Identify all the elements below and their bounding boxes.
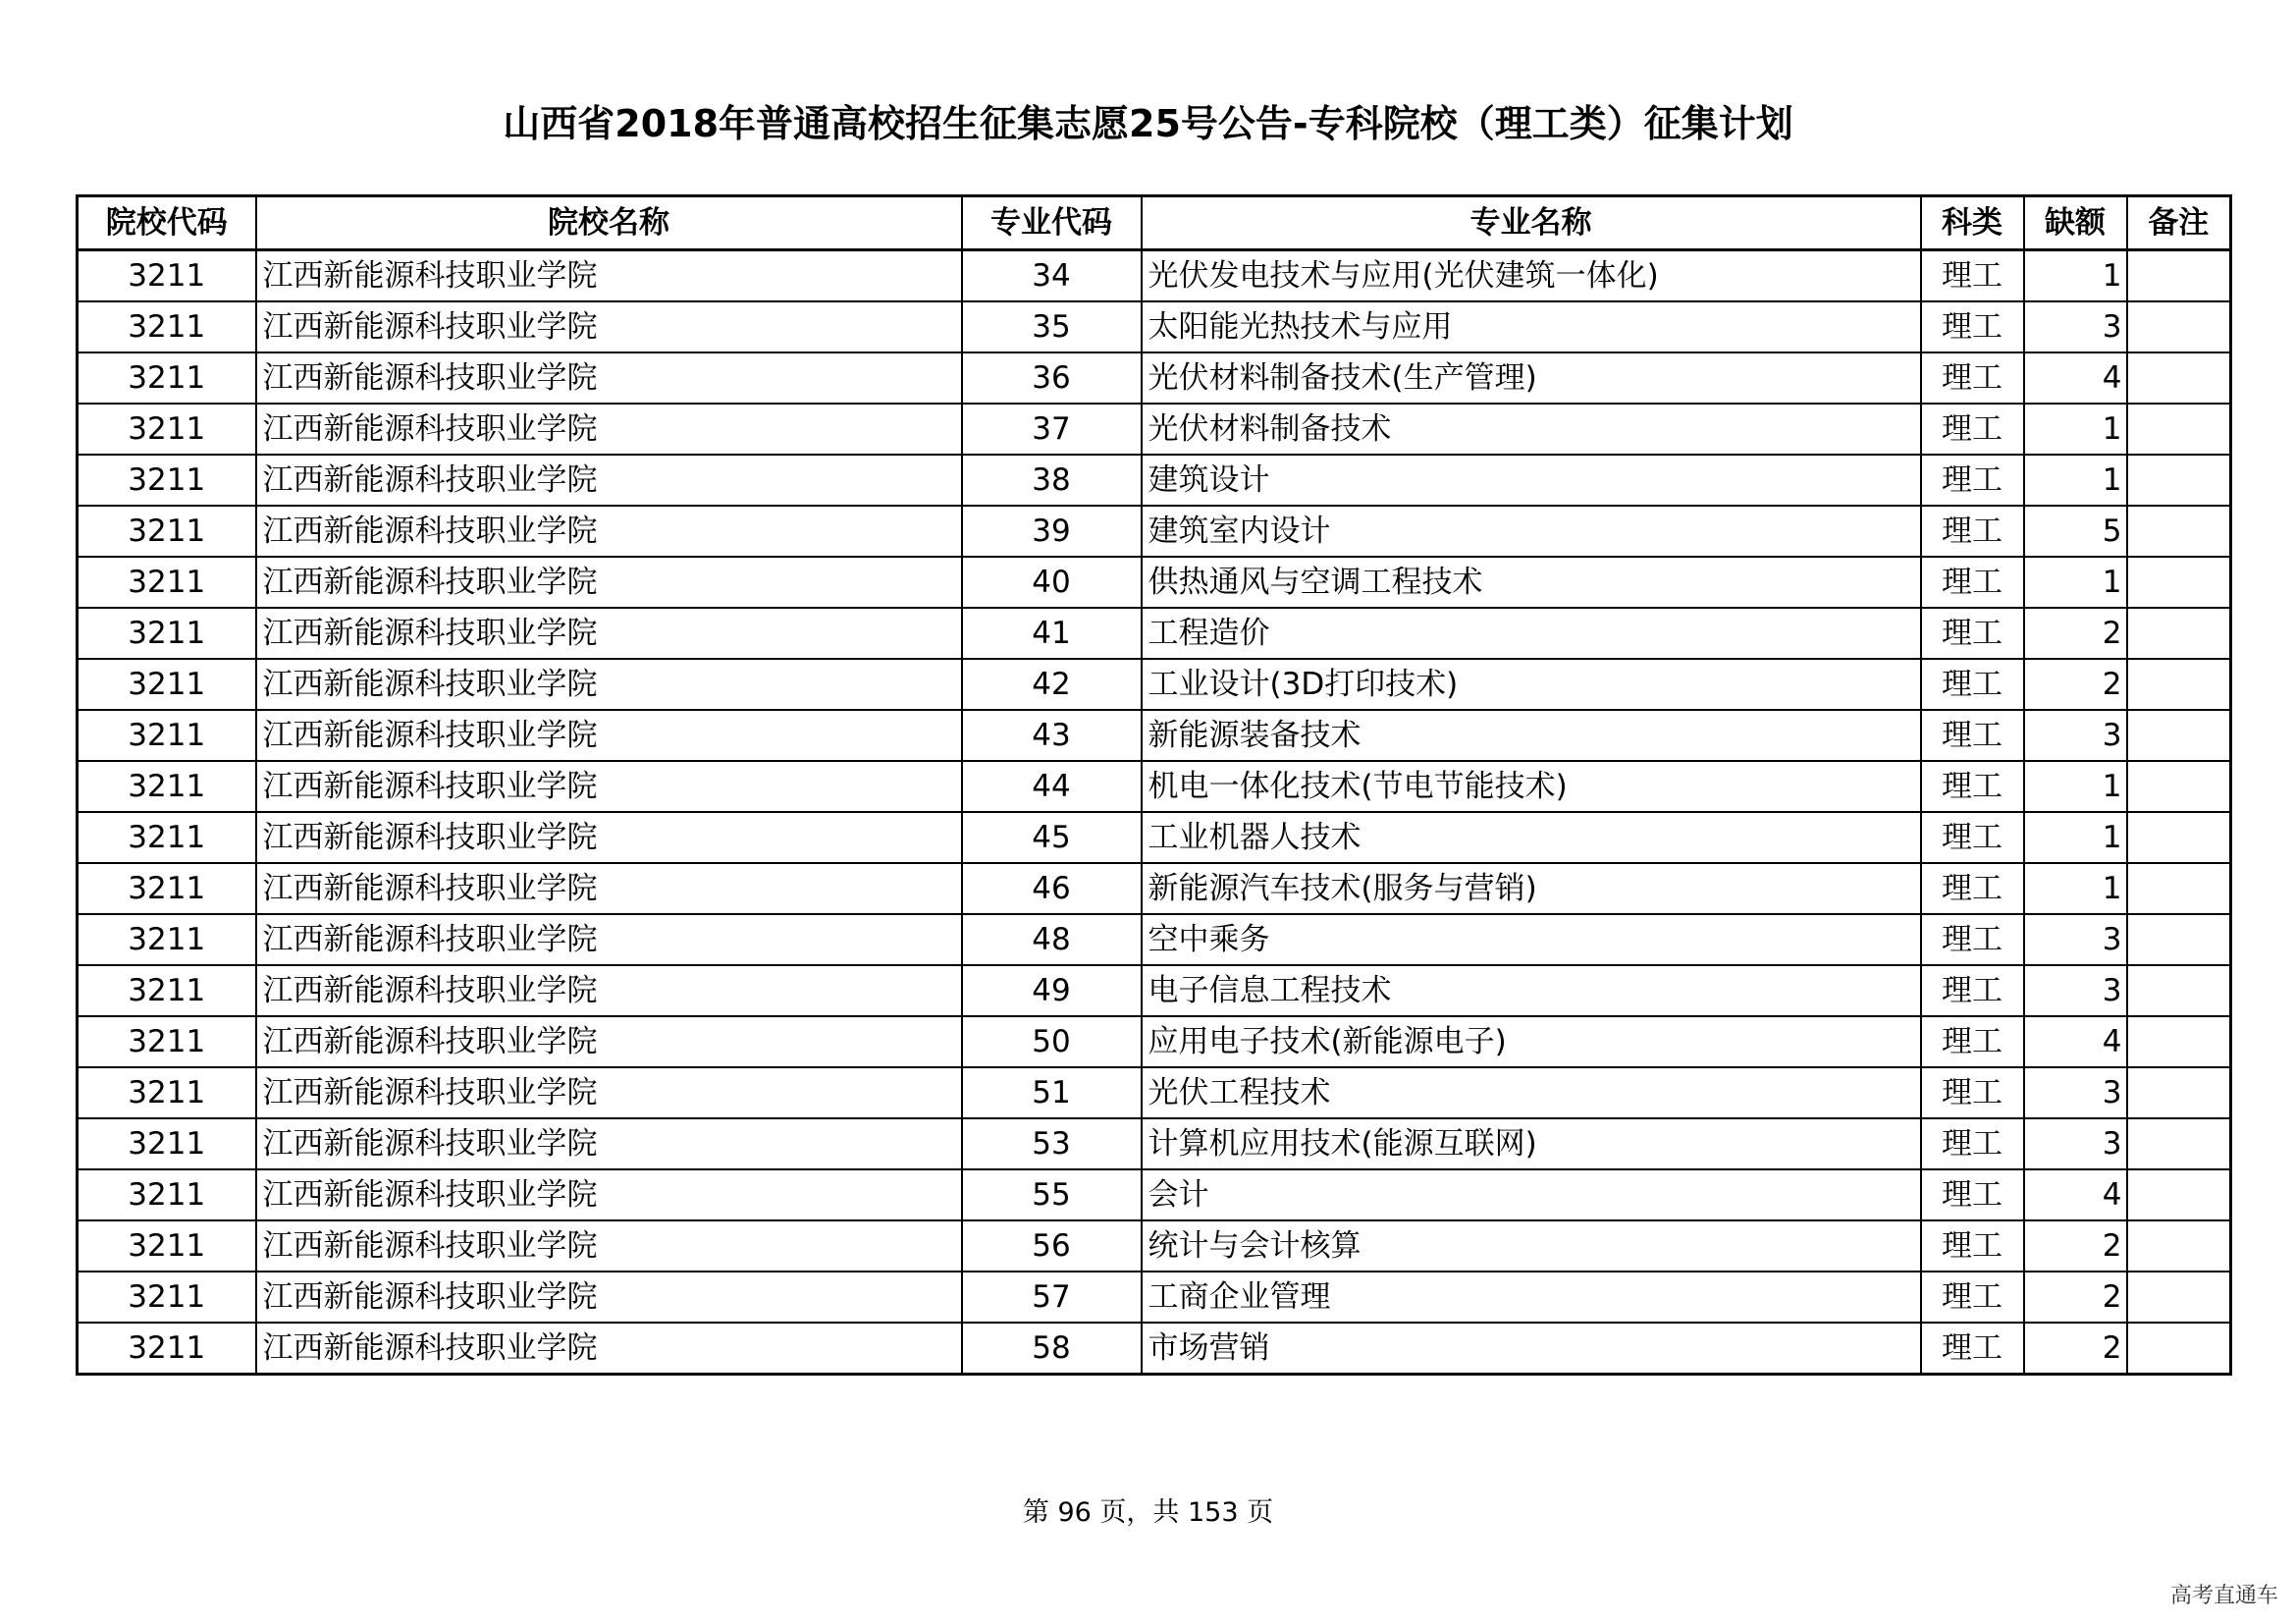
major-code-cell: 58 xyxy=(962,1323,1142,1375)
category-cell: 理工 xyxy=(1921,352,2024,404)
category-cell: 理工 xyxy=(1921,455,2024,506)
vacancy-cell: 1 xyxy=(2024,761,2127,812)
remarks-cell xyxy=(2127,1118,2231,1169)
major-code-cell: 42 xyxy=(962,659,1142,710)
table-row xyxy=(78,1118,2231,1169)
vacancy-cell: 1 xyxy=(2024,455,2127,506)
major-name-cell: 空中乘务 xyxy=(1142,914,1921,965)
school-name-cell: 江西新能源科技职业学院 xyxy=(256,812,962,863)
major-code-cell: 48 xyxy=(962,914,1142,965)
vacancy-cell: 1 xyxy=(2024,557,2127,608)
school-name-cell: 江西新能源科技职业学院 xyxy=(256,1016,962,1067)
major-code-cell: 55 xyxy=(962,1169,1142,1220)
enrollment-plan-table xyxy=(76,194,2232,1376)
remarks-cell xyxy=(2127,812,2231,863)
school-code-cell: 3211 xyxy=(78,863,256,914)
category-cell: 理工 xyxy=(1921,659,2024,710)
vacancy-cell: 3 xyxy=(2024,1118,2127,1169)
category-cell: 理工 xyxy=(1921,1016,2024,1067)
remarks-cell xyxy=(2127,965,2231,1016)
vacancy-cell: 2 xyxy=(2024,1272,2127,1323)
major-name-cell: 机电一体化技术(节电节能技术) xyxy=(1142,761,1921,812)
major-code-cell: 41 xyxy=(962,608,1142,659)
school-code-cell: 3211 xyxy=(78,301,256,352)
major-name-cell: 工业设计(3D打印技术) xyxy=(1142,659,1921,710)
remarks-cell xyxy=(2127,1272,2231,1323)
table-row xyxy=(78,659,2231,710)
school-code-cell: 3211 xyxy=(78,761,256,812)
vacancy-cell: 2 xyxy=(2024,1220,2127,1272)
table-row xyxy=(78,1016,2231,1067)
table-row xyxy=(78,1169,2231,1220)
header-category: 科类 xyxy=(1921,196,2024,250)
table-row xyxy=(78,301,2231,352)
category-cell: 理工 xyxy=(1921,914,2024,965)
header-remarks: 备注 xyxy=(2127,196,2231,250)
school-code-cell: 3211 xyxy=(78,812,256,863)
major-code-cell: 49 xyxy=(962,965,1142,1016)
category-cell: 理工 xyxy=(1921,863,2024,914)
school-name-cell: 江西新能源科技职业学院 xyxy=(256,1220,962,1272)
major-name-cell: 新能源装备技术 xyxy=(1142,710,1921,761)
major-code-cell: 51 xyxy=(962,1067,1142,1118)
school-name-cell: 江西新能源科技职业学院 xyxy=(256,965,962,1016)
category-cell: 理工 xyxy=(1921,608,2024,659)
vacancy-cell: 2 xyxy=(2024,608,2127,659)
category-cell: 理工 xyxy=(1921,404,2024,455)
remarks-cell xyxy=(2127,863,2231,914)
school-code-cell: 3211 xyxy=(78,455,256,506)
table-row xyxy=(78,1272,2231,1323)
school-name-cell: 江西新能源科技职业学院 xyxy=(256,914,962,965)
vacancy-cell: 2 xyxy=(2024,1323,2127,1375)
major-name-cell: 光伏发电技术与应用(光伏建筑一体化) xyxy=(1142,250,1921,302)
school-code-cell: 3211 xyxy=(78,608,256,659)
major-name-cell: 工程造价 xyxy=(1142,608,1921,659)
school-code-cell: 3211 xyxy=(78,965,256,1016)
category-cell: 理工 xyxy=(1921,1169,2024,1220)
major-name-cell: 太阳能光热技术与应用 xyxy=(1142,301,1921,352)
remarks-cell xyxy=(2127,1067,2231,1118)
remarks-cell xyxy=(2127,404,2231,455)
school-code-cell: 3211 xyxy=(78,506,256,557)
major-name-cell: 新能源汽车技术(服务与营销) xyxy=(1142,863,1921,914)
table-row xyxy=(78,1067,2231,1118)
school-name-cell: 江西新能源科技职业学院 xyxy=(256,1272,962,1323)
vacancy-cell: 3 xyxy=(2024,965,2127,1016)
major-code-cell: 50 xyxy=(962,1016,1142,1067)
remarks-cell xyxy=(2127,608,2231,659)
remarks-cell xyxy=(2127,914,2231,965)
vacancy-cell: 3 xyxy=(2024,1067,2127,1118)
category-cell: 理工 xyxy=(1921,812,2024,863)
major-name-cell: 应用电子技术(新能源电子) xyxy=(1142,1016,1921,1067)
table-row xyxy=(78,404,2231,455)
table-row xyxy=(78,863,2231,914)
major-code-cell: 43 xyxy=(962,710,1142,761)
school-code-cell: 3211 xyxy=(78,659,256,710)
major-name-cell: 电子信息工程技术 xyxy=(1142,965,1921,1016)
major-code-cell: 40 xyxy=(962,557,1142,608)
vacancy-cell: 5 xyxy=(2024,506,2127,557)
school-code-cell: 3211 xyxy=(78,404,256,455)
school-name-cell: 江西新能源科技职业学院 xyxy=(256,710,962,761)
school-name-cell: 江西新能源科技职业学院 xyxy=(256,455,962,506)
school-name-cell: 江西新能源科技职业学院 xyxy=(256,761,962,812)
table-row xyxy=(78,557,2231,608)
major-name-cell: 光伏工程技术 xyxy=(1142,1067,1921,1118)
school-code-cell: 3211 xyxy=(78,1118,256,1169)
school-name-cell: 江西新能源科技职业学院 xyxy=(256,557,962,608)
major-code-cell: 39 xyxy=(962,506,1142,557)
major-name-cell: 建筑室内设计 xyxy=(1142,506,1921,557)
header-school-name: 院校名称 xyxy=(256,196,962,250)
remarks-cell xyxy=(2127,352,2231,404)
remarks-cell xyxy=(2127,455,2231,506)
table-row xyxy=(78,506,2231,557)
school-name-cell: 江西新能源科技职业学院 xyxy=(256,659,962,710)
remarks-cell xyxy=(2127,1016,2231,1067)
major-name-cell: 会计 xyxy=(1142,1169,1921,1220)
category-cell: 理工 xyxy=(1921,761,2024,812)
remarks-cell xyxy=(2127,250,2231,302)
remarks-cell xyxy=(2127,1169,2231,1220)
school-name-cell: 江西新能源科技职业学院 xyxy=(256,352,962,404)
category-cell: 理工 xyxy=(1921,1067,2024,1118)
school-name-cell: 江西新能源科技职业学院 xyxy=(256,250,962,302)
vacancy-cell: 1 xyxy=(2024,404,2127,455)
school-name-cell: 江西新能源科技职业学院 xyxy=(256,1118,962,1169)
remarks-cell xyxy=(2127,557,2231,608)
vacancy-cell: 1 xyxy=(2024,812,2127,863)
page-number: 第 96 页，共 153 页 xyxy=(1022,1497,1274,1528)
school-code-cell: 3211 xyxy=(78,914,256,965)
table-row xyxy=(78,1220,2231,1272)
vacancy-cell: 3 xyxy=(2024,710,2127,761)
header-major-code: 专业代码 xyxy=(962,196,1142,250)
table-row xyxy=(78,250,2231,302)
major-code-cell: 35 xyxy=(962,301,1142,352)
table-row xyxy=(78,914,2231,965)
category-cell: 理工 xyxy=(1921,965,2024,1016)
school-name-cell: 江西新能源科技职业学院 xyxy=(256,1067,962,1118)
major-code-cell: 38 xyxy=(962,455,1142,506)
school-code-cell: 3211 xyxy=(78,352,256,404)
category-cell: 理工 xyxy=(1921,1118,2024,1169)
category-cell: 理工 xyxy=(1921,250,2024,302)
major-name-cell: 统计与会计核算 xyxy=(1142,1220,1921,1272)
major-name-cell: 光伏材料制备技术 xyxy=(1142,404,1921,455)
major-code-cell: 44 xyxy=(962,761,1142,812)
category-cell: 理工 xyxy=(1921,710,2024,761)
header-school-code: 院校代码 xyxy=(78,196,256,250)
school-code-cell: 3211 xyxy=(78,1323,256,1375)
category-cell: 理工 xyxy=(1921,1323,2024,1375)
table-row xyxy=(78,812,2231,863)
vacancy-cell: 1 xyxy=(2024,250,2127,302)
category-cell: 理工 xyxy=(1921,301,2024,352)
major-name-cell: 工业机器人技术 xyxy=(1142,812,1921,863)
remarks-cell xyxy=(2127,659,2231,710)
table-row xyxy=(78,455,2231,506)
table-row xyxy=(78,1323,2231,1375)
major-name-cell: 工商企业管理 xyxy=(1142,1272,1921,1323)
vacancy-cell: 4 xyxy=(2024,1169,2127,1220)
table-row xyxy=(78,352,2231,404)
major-name-cell: 市场营销 xyxy=(1142,1323,1921,1375)
category-cell: 理工 xyxy=(1921,1220,2024,1272)
major-code-cell: 46 xyxy=(962,863,1142,914)
vacancy-cell: 4 xyxy=(2024,1016,2127,1067)
school-code-cell: 3211 xyxy=(78,1067,256,1118)
major-name-cell: 计算机应用技术(能源互联网) xyxy=(1142,1118,1921,1169)
school-name-cell: 江西新能源科技职业学院 xyxy=(256,1169,962,1220)
remarks-cell xyxy=(2127,301,2231,352)
remarks-cell xyxy=(2127,506,2231,557)
table-header-row xyxy=(78,196,2231,250)
category-cell: 理工 xyxy=(1921,557,2024,608)
watermark-text: 高考直通车 xyxy=(2169,1584,2278,1608)
vacancy-cell: 4 xyxy=(2024,352,2127,404)
major-code-cell: 53 xyxy=(962,1118,1142,1169)
major-code-cell: 34 xyxy=(962,250,1142,302)
school-name-cell: 江西新能源科技职业学院 xyxy=(256,608,962,659)
major-name-cell: 建筑设计 xyxy=(1142,455,1921,506)
school-name-cell: 江西新能源科技职业学院 xyxy=(256,1323,962,1375)
remarks-cell xyxy=(2127,710,2231,761)
school-code-cell: 3211 xyxy=(78,557,256,608)
school-name-cell: 江西新能源科技职业学院 xyxy=(256,506,962,557)
header-vacancy: 缺额 xyxy=(2024,196,2127,250)
vacancy-cell: 1 xyxy=(2024,863,2127,914)
school-code-cell: 3211 xyxy=(78,250,256,302)
vacancy-cell: 3 xyxy=(2024,301,2127,352)
table-row xyxy=(78,608,2231,659)
major-code-cell: 37 xyxy=(962,404,1142,455)
major-code-cell: 57 xyxy=(962,1272,1142,1323)
school-code-cell: 3211 xyxy=(78,1272,256,1323)
category-cell: 理工 xyxy=(1921,1272,2024,1323)
school-code-cell: 3211 xyxy=(78,1016,256,1067)
school-name-cell: 江西新能源科技职业学院 xyxy=(256,301,962,352)
school-name-cell: 江西新能源科技职业学院 xyxy=(256,404,962,455)
table-row xyxy=(78,965,2231,1016)
category-cell: 理工 xyxy=(1921,506,2024,557)
vacancy-cell: 3 xyxy=(2024,914,2127,965)
table-body xyxy=(78,250,2231,1375)
school-code-cell: 3211 xyxy=(78,1220,256,1272)
school-code-cell: 3211 xyxy=(78,710,256,761)
school-code-cell: 3211 xyxy=(78,1169,256,1220)
major-name-cell: 光伏材料制备技术(生产管理) xyxy=(1142,352,1921,404)
remarks-cell xyxy=(2127,761,2231,812)
vacancy-cell: 2 xyxy=(2024,659,2127,710)
school-name-cell: 江西新能源科技职业学院 xyxy=(256,863,962,914)
major-name-cell: 供热通风与空调工程技术 xyxy=(1142,557,1921,608)
table-row xyxy=(78,761,2231,812)
major-code-cell: 56 xyxy=(962,1220,1142,1272)
page-title: 山西省2018年普通高校招生征集志愿25号公告-专科院校（理工类）征集计划 xyxy=(503,102,1793,145)
major-code-cell: 36 xyxy=(962,352,1142,404)
remarks-cell xyxy=(2127,1323,2231,1375)
remarks-cell xyxy=(2127,1220,2231,1272)
header-major-name: 专业名称 xyxy=(1142,196,1921,250)
table-row xyxy=(78,710,2231,761)
major-code-cell: 45 xyxy=(962,812,1142,863)
